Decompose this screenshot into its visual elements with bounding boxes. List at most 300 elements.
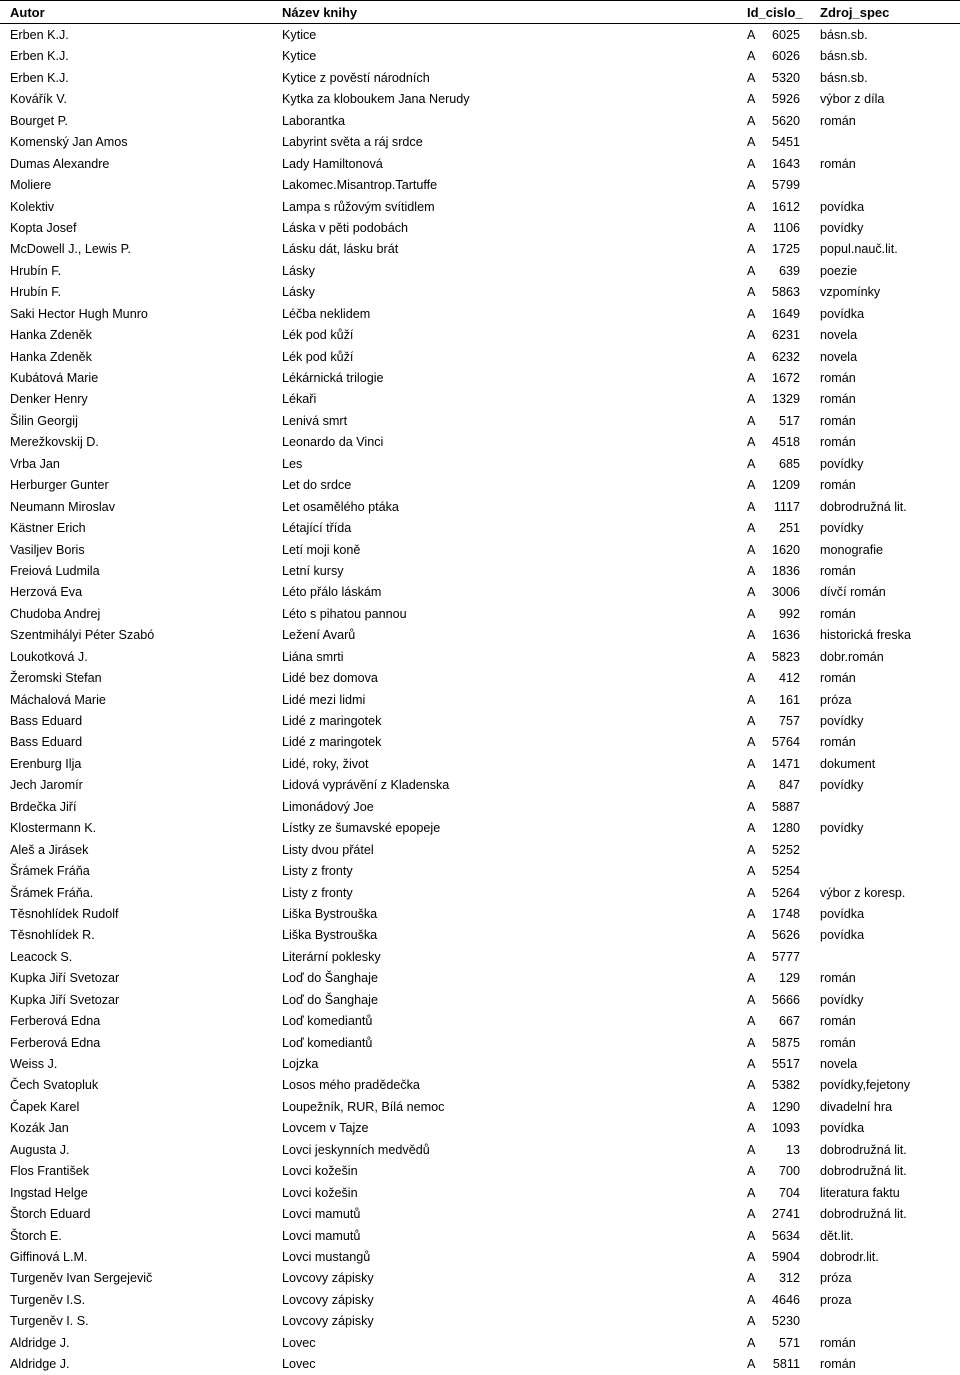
cell-id-number: 5451 bbox=[771, 135, 800, 150]
cell-autor: Augusta J. bbox=[10, 1142, 70, 1157]
cell-id-number: 517 bbox=[778, 413, 800, 428]
cell-id-number: 5634 bbox=[771, 1228, 800, 1243]
cell-autor: Máchalová Marie bbox=[10, 692, 106, 707]
cell-zdroj: povídky bbox=[820, 220, 864, 235]
cell-id-number: 5517 bbox=[771, 1057, 800, 1071]
cell-id-letter: A bbox=[747, 799, 756, 814]
cell-id-letter: A bbox=[747, 649, 756, 664]
cell-autor: Neumann Miroslav bbox=[10, 499, 115, 514]
cell-autor: Kozák Jan bbox=[10, 1121, 69, 1136]
cell-autor: Kupka Jiří Svetozar bbox=[10, 971, 120, 986]
table-row bbox=[0, 882, 960, 903]
cell-id-number: 1093 bbox=[771, 1121, 800, 1136]
cell-autor: Bass Eduard bbox=[10, 735, 83, 750]
cell-autor: Bourget P. bbox=[10, 113, 68, 128]
cell-zdroj: povídky,fejetony bbox=[820, 1078, 911, 1093]
cell-id-letter: A bbox=[747, 1121, 756, 1136]
table-row bbox=[0, 174, 960, 195]
cell-nazev: Kytice bbox=[282, 28, 317, 42]
cell-id-letter: A bbox=[747, 349, 756, 364]
cell-nazev: Lovci mamutů bbox=[282, 1207, 361, 1222]
cell-autor: Moliere bbox=[10, 178, 52, 193]
cell-nazev: Lovci kožešin bbox=[282, 1185, 358, 1200]
cell-id-letter: A bbox=[747, 392, 756, 407]
cell-autor: Weiss J. bbox=[10, 1057, 58, 1071]
cell-autor: Bass Eduard bbox=[10, 714, 83, 728]
table-row bbox=[0, 731, 960, 752]
cell-nazev: Leonardo da Vinci bbox=[282, 435, 384, 450]
cell-id-letter: A bbox=[747, 242, 756, 257]
table-row bbox=[0, 1160, 960, 1181]
cell-id-letter: A bbox=[747, 928, 756, 943]
cell-nazev: Kytka za kloboukem Jana Nerudy bbox=[282, 92, 470, 107]
cell-autor: Giffinová L.M. bbox=[10, 1249, 88, 1264]
table-row bbox=[0, 839, 960, 860]
cell-nazev: Lovci jeskynních medvědů bbox=[282, 1142, 430, 1157]
table-row bbox=[0, 1053, 960, 1074]
cell-nazev: Lidé mezi lidmi bbox=[282, 692, 366, 707]
cell-id-number: 847 bbox=[778, 778, 800, 793]
cell-id-letter: A bbox=[747, 1271, 756, 1286]
cell-nazev: Letí moji koně bbox=[282, 542, 361, 557]
cell-nazev: Lenivá smrt bbox=[282, 413, 348, 428]
cell-zdroj: novela bbox=[820, 328, 858, 343]
cell-id-number: 685 bbox=[778, 456, 800, 471]
cell-nazev: Lovcovy zápisky bbox=[282, 1271, 374, 1286]
cell-autor: Ingstad Helge bbox=[10, 1185, 88, 1200]
cell-id-letter: A bbox=[747, 714, 756, 728]
cell-zdroj: dobrodružná lit. bbox=[820, 1164, 907, 1179]
table-row bbox=[0, 238, 960, 259]
cell-autor: Těsnohlídek Rudolf bbox=[10, 906, 119, 921]
cell-zdroj: básn.sb. bbox=[820, 70, 868, 85]
table-row bbox=[0, 817, 960, 838]
table-row bbox=[0, 88, 960, 109]
table-row bbox=[0, 946, 960, 967]
cell-id-letter: A bbox=[747, 306, 756, 321]
cell-nazev: Láska v pěti podobách bbox=[282, 220, 409, 235]
cell-nazev: Lidová vyprávění z Kladenska bbox=[282, 778, 450, 793]
cell-id-number: 667 bbox=[778, 1014, 800, 1029]
cell-id-letter: A bbox=[747, 1035, 756, 1050]
table-row bbox=[0, 367, 960, 388]
cell-id-number: 5811 bbox=[772, 1357, 800, 1372]
table-row bbox=[0, 753, 960, 774]
table-row bbox=[0, 1139, 960, 1160]
cell-id-number: 6232 bbox=[771, 349, 800, 364]
cell-id-letter: A bbox=[747, 778, 756, 793]
cell-autor: Čech Svatopluk bbox=[10, 1078, 99, 1093]
cell-autor: Erenburg Ilja bbox=[10, 756, 82, 771]
cell-id-letter: A bbox=[747, 1099, 756, 1114]
cell-nazev: Lovec bbox=[282, 1335, 316, 1350]
table-row bbox=[0, 110, 960, 131]
table-row bbox=[0, 453, 960, 474]
header-nazev: Název knihy bbox=[282, 5, 358, 20]
cell-nazev: Listy dvou přátel bbox=[282, 842, 374, 857]
cell-id-number: 5887 bbox=[771, 799, 800, 814]
cell-id-number: 5875 bbox=[771, 1035, 800, 1050]
cell-zdroj: povídky bbox=[820, 992, 864, 1007]
cell-autor: Freiová Ludmila bbox=[10, 563, 100, 578]
table-row bbox=[0, 1353, 960, 1374]
cell-id-letter: A bbox=[747, 1185, 756, 1200]
cell-id-number: 1209 bbox=[771, 478, 800, 493]
cell-autor: Ferberová Edna bbox=[10, 1014, 101, 1029]
cell-autor: Aldridge J. bbox=[10, 1357, 70, 1372]
cell-id-number: 5764 bbox=[771, 735, 800, 750]
table-row bbox=[0, 1010, 960, 1031]
cell-id-letter: A bbox=[747, 585, 756, 600]
cell-id-letter: A bbox=[747, 478, 756, 493]
cell-zdroj: dobrodružná lit. bbox=[820, 1207, 907, 1222]
table-row bbox=[0, 346, 960, 367]
cell-id-number: 1620 bbox=[771, 542, 800, 557]
cell-zdroj: povídky bbox=[820, 456, 864, 471]
cell-zdroj: divadelní hra bbox=[820, 1099, 893, 1114]
table-row bbox=[0, 1074, 960, 1095]
table-row bbox=[0, 860, 960, 881]
cell-nazev: Lovci mamutů bbox=[282, 1228, 361, 1243]
table-row bbox=[0, 989, 960, 1010]
cell-zdroj: povídka bbox=[820, 928, 865, 943]
cell-zdroj: povídka bbox=[820, 906, 865, 921]
table-row bbox=[0, 1267, 960, 1288]
cell-nazev: Listy z fronty bbox=[282, 885, 353, 900]
cell-id-number: 1612 bbox=[771, 199, 800, 214]
cell-id-letter: A bbox=[747, 92, 756, 107]
cell-nazev: Lístky ze šumavské epopeje bbox=[282, 821, 441, 836]
cell-nazev: Let osamělého ptáka bbox=[282, 499, 399, 514]
cell-autor: Hanka Zdeněk bbox=[10, 328, 92, 343]
cell-zdroj: dokument bbox=[820, 756, 876, 771]
cell-autor: Herzová Eva bbox=[10, 585, 83, 600]
table-header bbox=[0, 0, 960, 24]
cell-id-letter: A bbox=[747, 1142, 756, 1157]
header-autor: Autor bbox=[10, 5, 45, 20]
cell-zdroj: román bbox=[820, 1335, 856, 1350]
cell-id-number: 5863 bbox=[771, 285, 800, 300]
cell-autor: Denker Henry bbox=[10, 392, 88, 407]
cell-id-number: 3006 bbox=[771, 585, 800, 600]
cell-autor: Kupka Jiří Svetozar bbox=[10, 992, 120, 1007]
cell-autor: Hanka Zdeněk bbox=[10, 349, 92, 364]
cell-zdroj: román bbox=[820, 478, 856, 493]
cell-id-letter: A bbox=[747, 1335, 756, 1350]
cell-zdroj: román bbox=[820, 563, 856, 578]
cell-id-number: 161 bbox=[778, 692, 800, 707]
table-row bbox=[0, 1032, 960, 1053]
cell-zdroj: román bbox=[820, 1035, 856, 1050]
cell-id-letter: A bbox=[747, 220, 756, 235]
cell-zdroj: román bbox=[820, 1014, 856, 1029]
cell-id-number: 5382 bbox=[771, 1078, 800, 1093]
cell-id-number: 5626 bbox=[771, 928, 800, 943]
cell-autor: Štorch E. bbox=[10, 1228, 62, 1243]
cell-id-number: 5926 bbox=[771, 92, 800, 107]
cell-autor: Těsnohlídek R. bbox=[10, 928, 95, 943]
table-row bbox=[0, 624, 960, 645]
cell-zdroj: povídky bbox=[820, 714, 864, 728]
cell-nazev: Les bbox=[282, 456, 303, 471]
cell-zdroj: povídky bbox=[820, 521, 864, 536]
cell-autor: Erben K.J. bbox=[10, 70, 69, 85]
cell-zdroj: dobrodružná lit. bbox=[820, 1142, 907, 1157]
cell-nazev: Lék pod kůží bbox=[282, 328, 354, 343]
cell-id-letter: A bbox=[747, 199, 756, 214]
cell-id-letter: A bbox=[747, 1292, 756, 1307]
cell-autor: Chudoba Andrej bbox=[10, 606, 101, 621]
cell-nazev: Laborantka bbox=[282, 113, 346, 128]
cell-zdroj: novela bbox=[820, 1057, 858, 1071]
cell-nazev: Lásku dát, lásku brát bbox=[282, 242, 399, 257]
cell-autor: Aleš a Jirásek bbox=[10, 842, 89, 857]
cell-autor: Šrámek Fráňa. bbox=[10, 885, 94, 900]
cell-nazev: Léčba neklidem bbox=[282, 306, 371, 321]
cell-nazev: Lásky bbox=[282, 285, 315, 300]
cell-id-number: 6026 bbox=[771, 49, 800, 64]
cell-id-number: 1672 bbox=[771, 371, 800, 385]
table-row bbox=[0, 1182, 960, 1203]
cell-id-letter: A bbox=[747, 521, 756, 536]
cell-autor: Hrubín F. bbox=[10, 285, 62, 300]
cell-zdroj: poezie bbox=[820, 263, 858, 278]
table-row bbox=[0, 967, 960, 988]
cell-id-letter: A bbox=[747, 885, 756, 900]
table-row bbox=[0, 1310, 960, 1331]
cell-nazev: Lék pod kůží bbox=[282, 349, 354, 364]
cell-id-letter: A bbox=[747, 542, 756, 557]
cell-id-number: 251 bbox=[778, 521, 800, 536]
cell-nazev: Lovcovy zápisky bbox=[282, 1292, 374, 1307]
table-row bbox=[0, 796, 960, 817]
cell-id-letter: A bbox=[747, 842, 756, 857]
cell-zdroj: román bbox=[820, 671, 856, 686]
cell-nazev: Lakomec.Misantrop.Tartuffe bbox=[282, 178, 438, 193]
cell-zdroj: román bbox=[820, 971, 856, 986]
cell-id-letter: A bbox=[747, 821, 756, 836]
cell-id-letter: A bbox=[747, 992, 756, 1007]
cell-autor: Aldridge J. bbox=[10, 1335, 70, 1350]
table-row bbox=[0, 388, 960, 409]
cell-id-number: 412 bbox=[778, 671, 800, 686]
cell-id-letter: A bbox=[747, 563, 756, 578]
cell-nazev: Léto s pihatou pannou bbox=[282, 606, 407, 621]
cell-id-letter: A bbox=[747, 413, 756, 428]
cell-id-number: 704 bbox=[778, 1185, 800, 1200]
cell-id-number: 5252 bbox=[771, 842, 800, 857]
cell-id-letter: A bbox=[747, 756, 756, 771]
cell-autor: Turgeněv I. S. bbox=[10, 1314, 89, 1329]
cell-id-letter: A bbox=[747, 1228, 756, 1243]
cell-id-number: 1643 bbox=[771, 156, 800, 171]
cell-nazev: Lidé z maringotek bbox=[282, 735, 382, 750]
table-row bbox=[0, 1332, 960, 1353]
cell-nazev: Let do srdce bbox=[282, 478, 352, 493]
table-row bbox=[0, 474, 960, 495]
cell-id-number: 5823 bbox=[771, 649, 800, 664]
cell-autor: Štorch Eduard bbox=[10, 1207, 91, 1222]
cell-autor: Šrámek Fráňa bbox=[10, 864, 90, 879]
table-row bbox=[0, 581, 960, 602]
table-row bbox=[0, 1246, 960, 1267]
cell-id-number: 4646 bbox=[771, 1292, 800, 1307]
cell-id-letter: A bbox=[747, 1078, 756, 1093]
cell-id-letter: A bbox=[747, 328, 756, 343]
cell-zdroj: próza bbox=[820, 1271, 852, 1286]
cell-id-number: 1748 bbox=[771, 906, 800, 921]
table-row bbox=[0, 774, 960, 795]
cell-id-letter: A bbox=[747, 1164, 756, 1179]
cell-id-letter: A bbox=[747, 1057, 756, 1071]
cell-zdroj: povídka bbox=[820, 306, 865, 321]
cell-nazev: Lovci kožešin bbox=[282, 1164, 358, 1179]
cell-autor: Klostermann K. bbox=[10, 821, 97, 836]
cell-zdroj: básn.sb. bbox=[820, 49, 868, 64]
cell-id-letter: A bbox=[747, 1207, 756, 1222]
cell-zdroj: povídky bbox=[820, 821, 864, 836]
cell-zdroj: román bbox=[820, 735, 856, 750]
table-row bbox=[0, 903, 960, 924]
cell-id-letter: A bbox=[747, 285, 756, 300]
cell-id-letter: A bbox=[747, 456, 756, 471]
cell-id-number: 1117 bbox=[773, 499, 800, 514]
cell-nazev: Ležení Avarů bbox=[282, 628, 356, 643]
cell-id-number: 1725 bbox=[771, 242, 800, 257]
cell-autor: Flos František bbox=[10, 1164, 90, 1179]
cell-autor: Herburger Gunter bbox=[10, 478, 109, 493]
table-row bbox=[0, 67, 960, 88]
cell-zdroj: dívčí román bbox=[820, 585, 886, 600]
table-row bbox=[0, 667, 960, 688]
cell-autor: Hrubín F. bbox=[10, 263, 62, 278]
cell-nazev: Liška Bystrouška bbox=[282, 906, 378, 921]
cell-nazev: Lovci mustangů bbox=[282, 1249, 371, 1264]
table-row bbox=[0, 517, 960, 538]
cell-autor: Szentmihályi Péter Szabó bbox=[10, 628, 155, 643]
table-row bbox=[0, 560, 960, 581]
table-row bbox=[0, 131, 960, 152]
cell-nazev: Lidé bez domova bbox=[282, 671, 378, 686]
cell-id-letter: A bbox=[747, 70, 756, 85]
table-row bbox=[0, 217, 960, 238]
cell-id-number: 1280 bbox=[771, 821, 800, 836]
cell-nazev: Limonádový Joe bbox=[282, 799, 374, 814]
cell-autor: Loukotková J. bbox=[10, 649, 88, 664]
cell-id-number: 5230 bbox=[771, 1314, 800, 1329]
cell-zdroj: román bbox=[820, 113, 856, 128]
table-row bbox=[0, 24, 960, 45]
cell-autor: Kubátová Marie bbox=[10, 371, 99, 385]
cell-id-number: 5799 bbox=[771, 178, 800, 193]
cell-id-letter: A bbox=[747, 49, 756, 64]
cell-id-letter: A bbox=[747, 864, 756, 879]
cell-id-letter: A bbox=[747, 178, 756, 193]
cell-id-letter: A bbox=[747, 906, 756, 921]
cell-nazev: Lásky bbox=[282, 263, 315, 278]
cell-nazev: Kytice z pověstí národních bbox=[282, 70, 430, 85]
cell-id-number: 5320 bbox=[771, 70, 800, 85]
cell-id-letter: A bbox=[747, 113, 756, 128]
cell-autor: Turgeněv Ivan Sergejevič bbox=[10, 1271, 153, 1286]
table-row bbox=[0, 153, 960, 174]
cell-nazev: Létající třída bbox=[282, 521, 352, 536]
table-row bbox=[0, 689, 960, 710]
cell-id-letter: A bbox=[747, 628, 756, 643]
cell-autor: Kolektiv bbox=[10, 199, 55, 214]
cell-zdroj: proza bbox=[820, 1292, 852, 1307]
cell-nazev: Loď do Šanghaje bbox=[282, 992, 378, 1007]
cell-id-letter: A bbox=[747, 156, 756, 171]
cell-autor: Turgeněv I.S. bbox=[10, 1292, 86, 1307]
cell-nazev: Loď komediantů bbox=[282, 1014, 373, 1029]
cell-nazev: Lovec bbox=[282, 1357, 316, 1372]
cell-id-number: 1106 bbox=[772, 220, 800, 235]
cell-nazev: Letní kursy bbox=[282, 563, 344, 578]
cell-id-letter: A bbox=[747, 499, 756, 514]
cell-zdroj: dobrodružná lit. bbox=[820, 499, 907, 514]
cell-id-letter: A bbox=[747, 949, 756, 964]
table-row bbox=[0, 603, 960, 624]
cell-nazev: Léto přálo láskám bbox=[282, 585, 382, 600]
cell-zdroj: literatura faktu bbox=[820, 1185, 900, 1200]
cell-nazev: Losos mého pradědečka bbox=[282, 1078, 420, 1093]
cell-id-number: 1649 bbox=[771, 306, 800, 321]
cell-autor: Dumas Alexandre bbox=[10, 156, 110, 171]
table-row bbox=[0, 196, 960, 217]
cell-id-letter: A bbox=[747, 1014, 756, 1029]
cell-autor: Kovářík V. bbox=[10, 92, 67, 107]
cell-id-number: 6231 bbox=[771, 328, 800, 343]
cell-id-number: 13 bbox=[785, 1142, 800, 1157]
cell-autor: Kästner Erich bbox=[10, 521, 86, 536]
cell-id-number: 1836 bbox=[771, 563, 800, 578]
cell-id-letter: A bbox=[747, 735, 756, 750]
cell-nazev: Lady Hamiltonová bbox=[282, 156, 383, 171]
cell-id-number: 1290 bbox=[771, 1099, 800, 1114]
cell-nazev: Lampa s růžovým svítidlem bbox=[282, 199, 435, 214]
table-row bbox=[0, 646, 960, 667]
cell-nazev: Lidé z maringotek bbox=[282, 714, 382, 728]
cell-autor: Leacock S. bbox=[10, 949, 73, 964]
table-row bbox=[0, 410, 960, 431]
cell-autor: Žeromski Stefan bbox=[10, 671, 102, 686]
cell-id-letter: A bbox=[747, 971, 756, 986]
cell-zdroj: novela bbox=[820, 349, 858, 364]
cell-id-number: 6025 bbox=[771, 28, 800, 42]
cell-zdroj: román bbox=[820, 413, 856, 428]
cell-id-letter: A bbox=[747, 606, 756, 621]
cell-id-letter: A bbox=[747, 692, 756, 707]
cell-id-letter: A bbox=[747, 135, 756, 150]
cell-id-number: 1636 bbox=[771, 628, 800, 643]
cell-zdroj: dět.lit. bbox=[820, 1228, 854, 1243]
cell-zdroj: román bbox=[820, 606, 856, 621]
cell-nazev: Liška Bystrouška bbox=[282, 928, 378, 943]
table-row bbox=[0, 431, 960, 452]
cell-nazev: Lékaři bbox=[282, 392, 317, 407]
cell-zdroj: monografie bbox=[820, 542, 884, 557]
cell-autor: Erben K.J. bbox=[10, 49, 69, 64]
cell-zdroj: vzpomínky bbox=[820, 285, 881, 300]
cell-id-number: 639 bbox=[778, 263, 800, 278]
cell-id-number: 1471 bbox=[771, 756, 800, 771]
table-row bbox=[0, 1096, 960, 1117]
table-row bbox=[0, 281, 960, 302]
cell-id-number: 700 bbox=[778, 1164, 800, 1179]
table-body bbox=[0, 24, 960, 1375]
cell-autor: Čapek Karel bbox=[10, 1099, 80, 1114]
